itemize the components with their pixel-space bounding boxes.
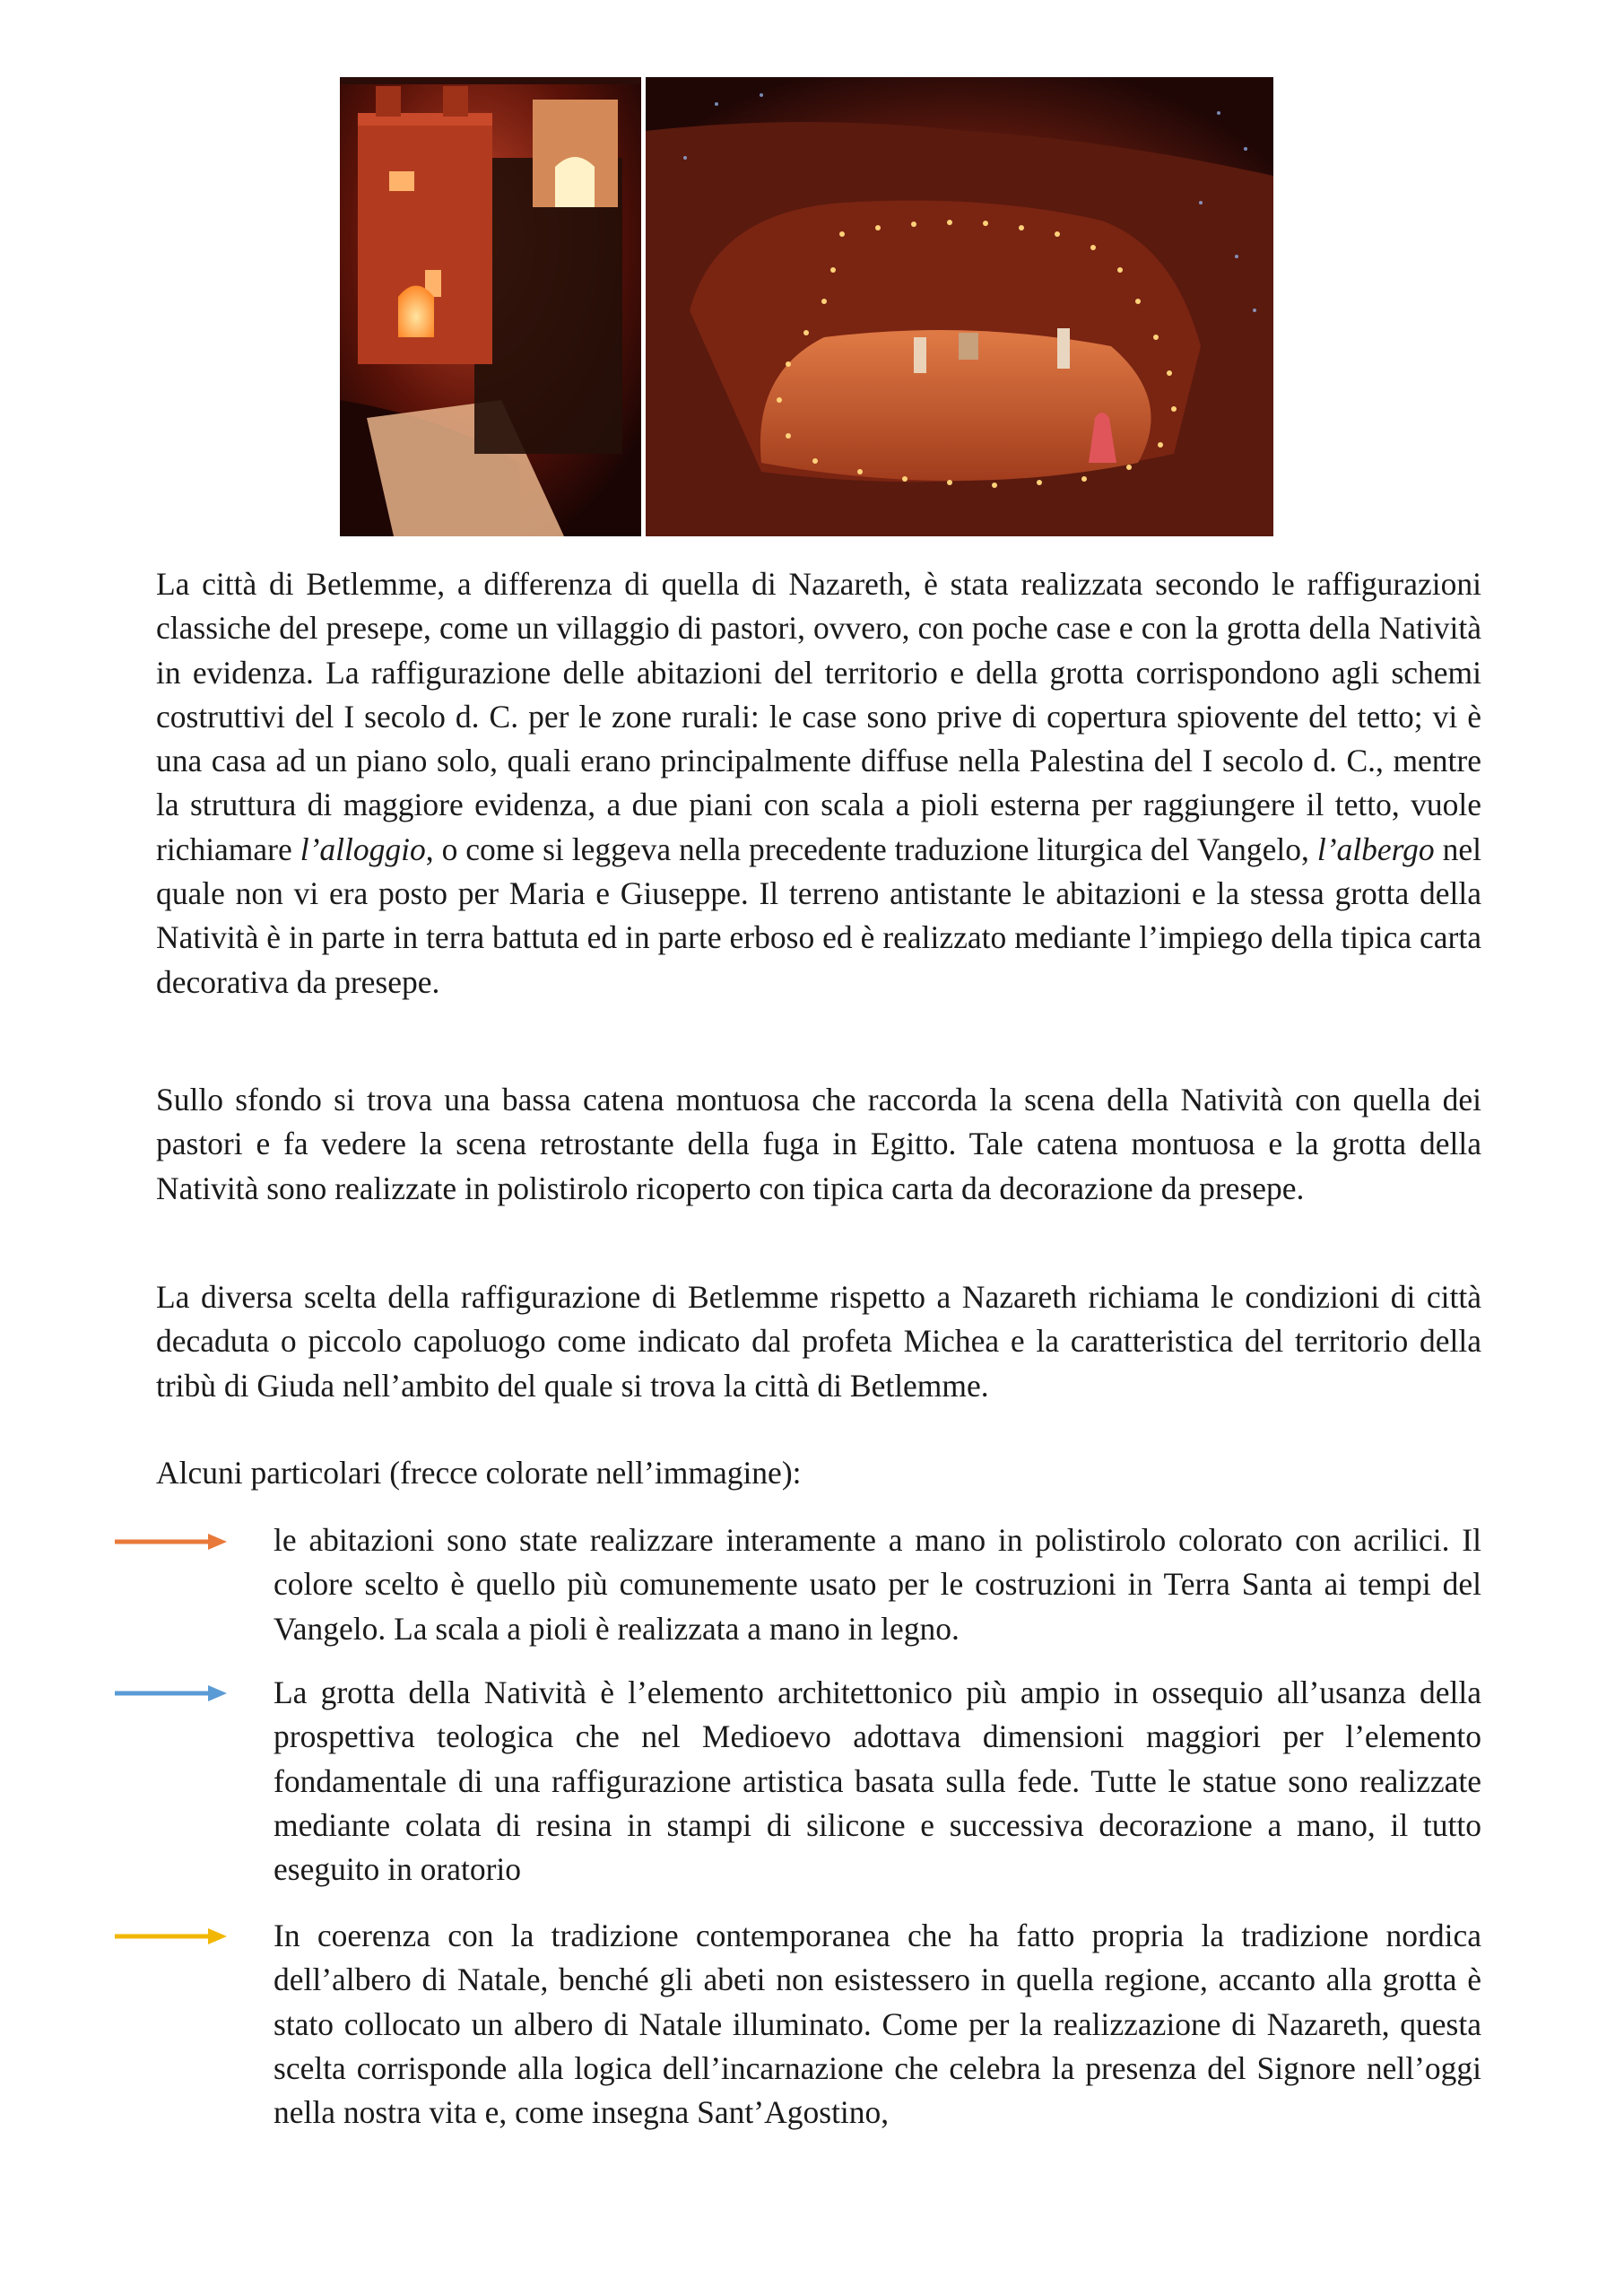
bethlehem-houses-panel <box>340 77 641 536</box>
italic-term-albergo: l’albergo <box>1316 831 1435 867</box>
detail-item-christmas-tree: In coerenza con la tradizione contemporanea che ha fatto propria la tradizione nordica dell’albero di Natale, benché gli abeti non esistessero in quella regione, accanto alla grotta è stato collocato un albero di Natale illuminato. Come per la realizzazione di Nazareth, questa scelta corrisponde alla logica dell’incarnazione che celebra la presenza del Signore nell’oggi nella nostra vita e, come insegna Sant’Agostino, <box>274 1918 1481 2131</box>
detail-item-houses: le abitazioni sono state realizzare interamente a mano in polistirolo colorato con acrilici. Il colore scelto è quello più comunemente usato per le costruzioni in Terra Santa ai tempi del Vangelo. La scala a pioli è realizzata a mano in legno. <box>274 1522 1481 1647</box>
italic-term-alloggio: l’alloggio <box>300 831 426 867</box>
paragraph-text: La città di Betlemme, a differenza di quella di Nazareth, è stata realizzata secondo le raffigurazioni classiche del presepe, come un villaggio di pastori, ovvero, con poche case e con la grotta della Natività in evidenza. La raffigurazione delle abitazioni del territorio e della grotta corrispondono agli schemi costruttivi del I secolo d. C. per le zone rurali: le case sono prive di copertura spiovente del tetto; vi è una casa ad un piano solo, quali erano principalmente diffuse nella Palestina del I secolo d. C., mentre la struttura di maggiore evidenza, a due piani con scala a pioli esterna per raggiungere il tetto, vuole richiamare <box>156 566 1481 867</box>
yellow-arrow-icon <box>115 1926 227 1947</box>
paragraph-text: , o come si leggeva nella precedente traduzione liturgica del Vangelo, <box>425 831 1317 867</box>
paragraph-background-mountains: Sullo sfondo si trova una bassa catena montuosa che raccorda la scena della Natività con quella dei pastori e fa vedere la scena retrostante della fuga in Egitto. Tale catena montuosa e la grotta della Natività sono realizzate in polistirolo ricoperto con tipica carta da decorazione da presepe. <box>156 1082 1481 1206</box>
grotto-panel <box>641 77 1273 536</box>
blue-arrow-icon <box>115 1683 227 1704</box>
paragraph-text: nel quale non vi era posto per Maria e Giuseppe. Il terreno antistante le abitazioni e la stessa grotta della Natività è in parte in terra battuta ed in parte erboso ed è realizzato mediante l’impiego della tipica carta decorativa da presepe. <box>156 831 1481 1000</box>
paragraph-details-intro: Alcuni particolari (frecce colorate nell’immagine): <box>156 1455 802 1491</box>
detail-item-grotto: La grotta della Natività è l’elemento architettonico più ampio in ossequio all’usanza della prospettiva teologica che nel Medioevo adottava dimensioni maggiori per l’elemento fondamentale di una raffigurazione artistica basata sulla fede. Tutte le statue sono realizzate mediante colata di resina in stampi di silicone e successiva decorazione a mano, il tutto eseguito in oratorio <box>274 1674 1481 1888</box>
nativity-photo <box>340 77 1273 536</box>
orange-arrow-icon <box>115 1531 227 1552</box>
paragraph-different-choice: La diversa scelta della raffigurazione di Betlemme rispetto a Nazareth richiama le condizioni di città decaduta o piccolo capoluogo come indicato dal profeta Michea e la caratteristica del territorio della tribù di Giuda nell’ambito del quale si trova la città di Betlemme. <box>156 1279 1481 1404</box>
paragraph-bethlehem <box>156 562 1481 1004</box>
